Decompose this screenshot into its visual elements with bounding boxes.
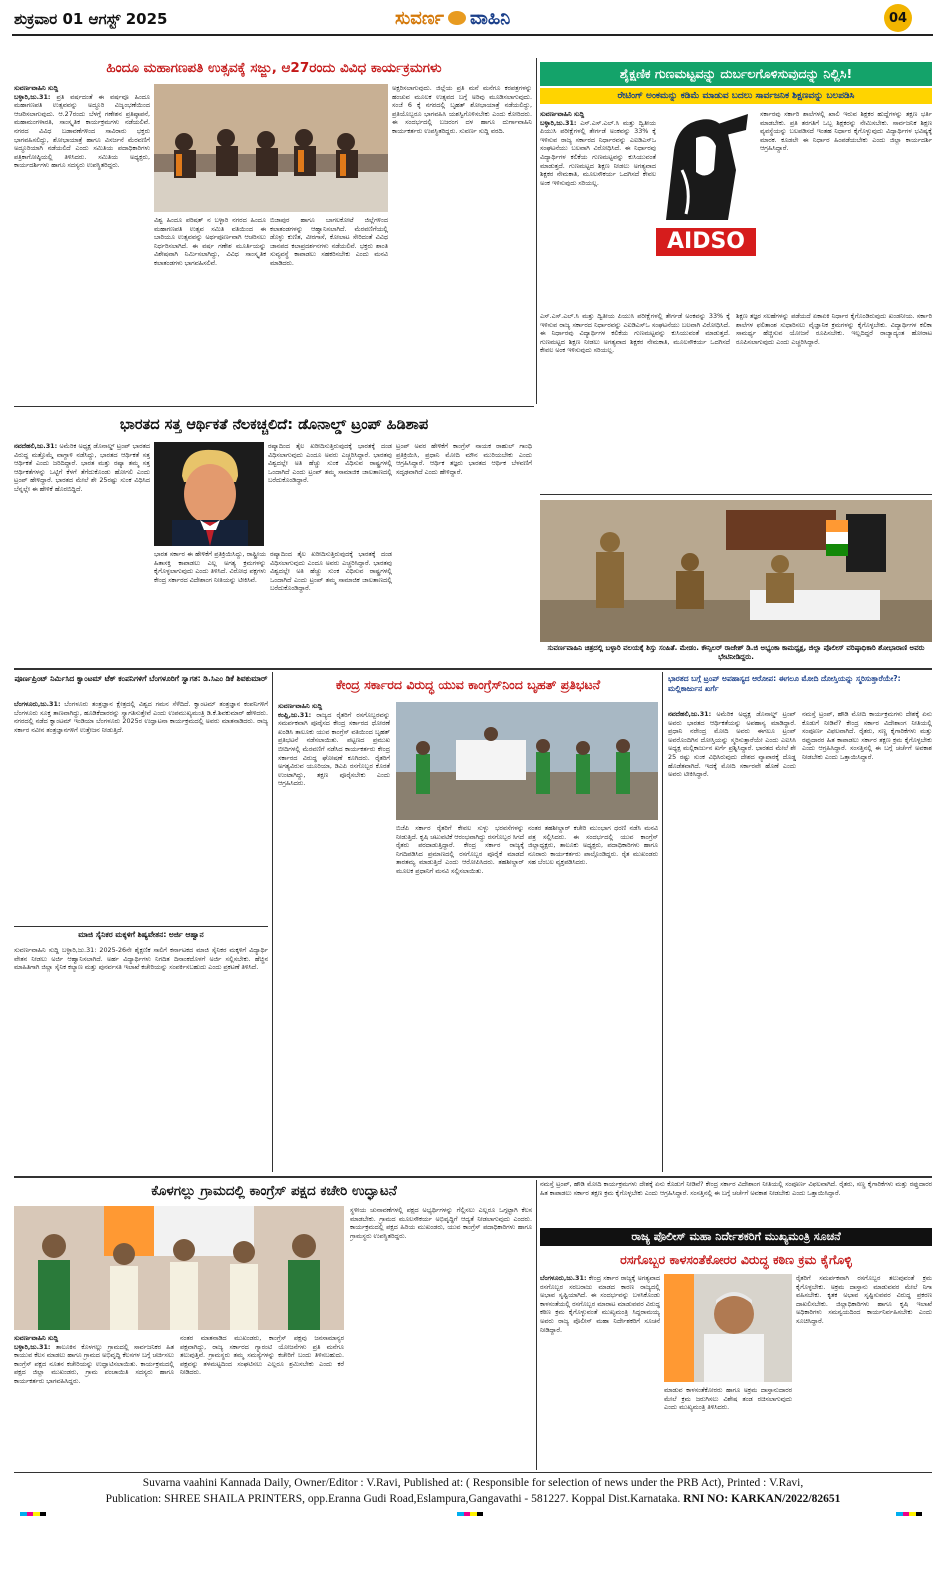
kharge-body: ಅಮೆರಿಕ ಅಧ್ಯಕ್ಷ ಡೊನಾಲ್ಡ್ ಟ್ರಂಪ್ ಅವರು ಭಾರತದ ಆರ್ಥಿಕತೆಯನ್ನು ಅಪಹಾಸ್ಯ ಮಾಡಿದ್ದಾರೆ. ಪ್ರಧಾನಿ ನರೇಂದ್ರ ಮೋದಿ ಅವರು ಈಗಲೂ ಟ್ರಂಪ್ ಅವರೊಂದಿಗಿನ ದೋಸ್ತಿಯನ್ನು ಸ್ಮರಿಸುತ್ತಾರೆಯೇ ಎಂದು ಎಐಸಿಸಿ ಅಧ್ಯಕ್ಷ ಮಲ್ಲಿಕಾರ್ಜುನ ಖರ್ಗೆ ಪ್ರಶ್ನಿಸಿದ್ದಾರೆ. ಭಾರತದ ಮೇಲೆ ಶೇ 25 ರಷ್ಟು ಸುಂಕ ವಿಧಿಸಿರುವುದು ದೇಶದ ವ್ಯಾಪಾರಕ್ಕೆ ದೊಡ್ಡ ಹೊಡೆತವಾಗಿದೆ. ಇದಕ್ಕೆ ಮೋದಿ ಸರ್ಕಾರವೇ ಹೊಣೆ ಎಂದು ಅವರು ಟೀಕಿಸಿದ್ದಾರೆ. <box>668 710 796 779</box>
column-rule <box>536 58 537 404</box>
quantum-story <box>14 700 268 922</box>
scholarship-story: ಸುವರ್ಣವಾಹಿನಿ ಸುದ್ದಿ ಬಳ್ಳಾರಿ,ಜು.31: 2025-26ನೇ ಶೈಕ್ಷಣಿಕ ಸಾಲಿಗೆ ಕರ್ನಾಟಕದ ಮಾಜಿ ಸೈನಿಕರ ಮಕ್ಕಳಿಗೆ ವಿದ್ಯಾರ್ಥಿ ವೇತನ ನೀಡಲು ಅರ್ಜಿ ಆಹ್ವಾನಿಸಲಾಗಿದೆ. ಅರ್ಹ ವಿದ್ಯಾರ್ಥಿಗಳು ನಿಗದಿತ ದಿನಾಂಕದೊಳಗೆ ಅರ್ಜಿ ಸಲ್ಲಿಸಬೇಕು. ಹೆಚ್ಚಿನ ಮಾಹಿತಿಗಾಗಿ ಜಿಲ್ಲಾ ಸೈನಿಕ ಕಲ್ಯಾಣ ಮತ್ತು ಪುನರ್ವಸತಿ ಇಲಾಖೆ ಕಚೇರಿಯನ್ನು ಸಂಪರ್ಕಿಸಬಹುದು ಎಂದು ಪ್ರಕಟಣೆ ತಿಳಿಸಿದೆ. <box>14 946 268 972</box>
cm-fertiliser-kicker: ರಾಜ್ಯ ಪೊಲೀಸ್ ಮಹಾ ನಿರ್ದೇಶಕರಿಗೆ ಮುಖ್ಯಮಂತ್ರಿ ಸೂಚನೆ <box>540 1228 932 1246</box>
aidso-story-col2: ಸರ್ಕಾರವು ಸರ್ಕಾರಿ ಶಾಲೆಗಳಲ್ಲಿ ಖಾಲಿ ಇರುವ ಶಿಕ್ಷಕರ ಹುದ್ದೆಗಳನ್ನು ತಕ್ಷಣ ಭರ್ತಿ ಮಾಡಬೇಕು. ಪ್ರತಿ ತರಗತಿಗೆ ಒಬ್ಬ ಶಿಕ್ಷಕರನ್ನು ನೇಮಿಸಬೇಕು. ಸಾರ್ವಜನಿಕ ಶಿಕ್ಷಣ ವ್ಯವಸ್ಥೆಯನ್ನು ಬಲಪಡಿಸದೆ ಇಂತಹ ನಿರ್ಧಾರ ಕೈಗೊಳ್ಳುವುದು ವಿದ್ಯಾರ್ಥಿಗಳ ಭವಿಷ್ಯಕ್ಕೆ ಮಾರಕ. ಕೂಡಲೇ ಈ ನಿರ್ಧಾರ ಹಿಂಪಡೆಯಬೇಕು ಎಂದು ಜಿಲ್ಲಾ ಕಾರ್ಯದರ್ಶಿ ಆಗ್ರಹಿಸಿದ್ದಾರೆ. <box>760 110 932 153</box>
trump-portrait-photo <box>154 442 264 546</box>
section-rule <box>540 494 932 495</box>
police-office-photo <box>540 500 932 642</box>
ganapati-press-meet-photo <box>154 84 388 212</box>
imprint-line2 <box>14 1492 932 1508</box>
section-rule <box>14 1176 932 1178</box>
masthead-name-part2: ವಾಹಿನಿ <box>469 7 511 29</box>
ganapati-story-col2: ವಿಶ್ವ ಹಿಂದೂ ಪರಿಷತ್ ನ ಬಳ್ಳಾರಿ ನಗರದ ಹಿಂದೂ ಮಹಾಗಣಪತಿ ಉತ್ಸವ ಸಮಿತಿ ವತಿಯಿಂದ ಈ ಬಾರಿಯೂ ಉತ್ಸವವನ್ನು ಅರ್ಥಪೂರ್ಣವಾಗಿ ಆಚರಿಸಲು ನಿರ್ಧರಿಸಲಾಗಿದೆ. ಈ ವರ್ಷ ಗಣೇಶ ಮೂರ್ತಿಯನ್ನು ವಿಶೇಷವಾಗಿ ನಿರ್ಮಿಸಲಾಗಿದ್ದು, ವಿವಿಧ ಸಾಂಸ್ಕೃತಿಕ ಕಲಾತಂಡಗಳು ಭಾಗವಹಿಸಲಿವೆ. <box>154 216 266 267</box>
cm-fertiliser-body: ಕೇಂದ್ರ ಸರ್ಕಾರ ರಾಜ್ಯಕ್ಕೆ ಅಗತ್ಯವಾದ ರಸಗೊಬ್ಬರ ಸರಬರಾಜು ಮಾಡದ ಕಾರಣ ರಾಜ್ಯದಲ್ಲಿ ಅಭಾವ ಸೃಷ್ಟಿಯಾಗಿದೆ. ಈ ಸಂದರ್ಭವನ್ನು ಬಳಸಿಕೊಂಡು ಕಾಳಸಂತೆಯಲ್ಲಿ ರಸಗೊಬ್ಬರ ಮಾರಾಟ ಮಾಡುವವರ ವಿರುದ್ಧ ಕಠಿಣ ಕ್ರಮ ಕೈಗೊಳ್ಳುವಂತೆ ಮುಖ್ಯಮಂತ್ರಿ ಸಿದ್ದರಾಮಯ್ಯ ಅವರು ರಾಜ್ಯ ಪೊಲೀಸ್ ಮಹಾ ನಿರ್ದೇಶಕರಿಗೆ ಸೂಚನೆ ನೀಡಿದ್ದಾರೆ. <box>540 1274 660 1334</box>
kharge-dateline: ನವದೆಹಲಿ,ಜು.31: <box>668 710 712 718</box>
siddaramaiah-photo <box>664 1274 792 1382</box>
masthead-logo <box>395 4 510 32</box>
imprint-address: Publication: SHREE SHAILA PRINTERS, opp.Eranna Gudi Road,Eslampura,Gangavathi - 581227. Koppal Dist.Karnataka. <box>105 1493 681 1505</box>
ganapati-headline: ಹಿಂದೂ ಮಹಾಗಣಪತಿ ಉತ್ಸವಕ್ಕೆ ಸಜ್ಜು, ಆ27ರಂದು ವಿವಿಧ ಕಾರ್ಯಕ್ರಮಗಳು <box>106 60 442 76</box>
kolagallu-headline: ಕೊಳಗಲ್ಲು ಗ್ರಾಮದಲ್ಲಿ ಕಾಂಗ್ರೆಸ್ ಪಕ್ಷದ ಕಚೇರಿ ಉದ್ಘಾಟನೆ <box>151 1183 397 1199</box>
trump-story-col5: ಟ್ರಂಪ್ ಅವರ ಹೇಳಿಕೆಗೆ ಕಾಂಗ್ರೆಸ್ ನಾಯಕ ರಾಹುಲ್ ಗಾಂಧಿ ಪ್ರತಿಕ್ರಿಯಿಸಿ, ಪ್ರಧಾನಿ ಮೋದಿ ಮೌನ ಮುರಿಯಬೇಕು ಎಂದು ಆಗ್ರಹಿಸಿದ್ದಾರೆ. ಆರ್ಥಿಕ ತಜ್ಞರು ಭಾರತದ ಆರ್ಥಿಕ ಬೆಳವಣಿಗೆ ಸದೃಢವಾಗಿದೆ ಎಂದು ಹೇಳಿದ್ದಾರೆ. <box>396 442 532 476</box>
police-photo-caption: ಸುವರ್ಣವಾಹಿನಿ ಚಿತ್ರದಲ್ಲಿ ಬಳ್ಳಾರಿ ವಲಯಕ್ಕೆ ಶಿಸ್ತು ಸಂಹಿತೆ. ಮೇಡಂ. ಕೌನ್ಸಿಲರ್ ರಾಜೇಶ್ ಡಿ.ಜಿ ಅಭ್ಯಂಕಾ ಕಾಮಧ್ಯಕ್ಷ, ಜಿಲ್ಲಾ ಪೊಲೀಸ್ ವರಿಷ್ಠಾಧಿಕಾರಿ ಶೋಭಾರಾಣಿ ಅವರು ಭೇಟಿನೀಡಿದ್ದರು. <box>547 644 925 661</box>
protest-byline: ಸುವರ್ಣವಾಹಿನಿ ಸುದ್ದಿ <box>278 702 323 710</box>
cm-fertiliser-story-col2: ಮಾಡುವ ಕಾಳಸಂತೆಕೋರರು ಹಾಗೂ ಅಕ್ರಮ ದಾಸ್ತಾನುದಾರರ ಮೇಲೆ ಕ್ರಮ ಜರುಗಿಸಲು ವಿಶೇಷ ತಂಡ ರಚಿಸಲಾಗುವುದು ಎಂದು ಮುಖ್ಯಮಂತ್ರಿ ತಿಳಿಸಿದರು. <box>664 1386 792 1412</box>
cm-fertiliser-dateline: ಬೆಂಗಳೂರು,ಜು.31: <box>540 1274 587 1282</box>
trump-story-col2: ರಷ್ಯಾದಿಂದ ತೈಲ ಖರೀದಿಸುತ್ತಿರುವುದಕ್ಕೆ ಭಾರತಕ್ಕೆ ದಂಡ ವಿಧಿಸಲಾಗುವುದು ಎಂದೂ ಅವರು ಎಚ್ಚರಿಸಿದ್ದಾರೆ. ಭಾರತವು ವಿಶ್ವದಲ್ಲೇ ಅತಿ ಹೆಚ್ಚು ಸುಂಕ ವಿಧಿಸುವ ರಾಷ್ಟ್ರಗಳಲ್ಲಿ ಒಂದಾಗಿದೆ ಎಂದು ಟ್ರಂಪ್ ತಮ್ಮ ಸಾಮಾಜಿಕ ಜಾಲತಾಣದಲ್ಲಿ ಬರೆದುಕೊಂಡಿದ್ದಾರೆ. <box>268 442 392 485</box>
aidso-headline: ಶೈಕ್ಷಣಿಕ ಗುಣಮಟ್ಟವನ್ನು ದುರ್ಬಲಗೊಳಿಸುವುದನ್ನು ನಿಲ್ಲಿಸಿ! <box>540 62 932 86</box>
protest-story-col2: ಬಿಜೆಪಿ ಸರ್ಕಾರ ರೈತರಿಗೆ ಕೇವಲ ಸುಳ್ಳು ಭರವಸೆಗಳನ್ನು ನೀಡುತ್ತಿದೆ. ಕೃಷಿ ಚಟುವಟಿಕೆ ಆರಂಭವಾಗಿದ್ದು ರಸಗೊಬ್ಬರ ಸಿಗದೆ ರೈತರು ಪರದಾಡುತ್ತಿದ್ದಾರೆ. ಕೇಂದ್ರ ಸರ್ಕಾರ ರಾಜ್ಯಕ್ಕೆ ನಿಗದಿಪಡಿಸಿದ ಪ್ರಮಾಣದಲ್ಲಿ ರಸಗೊಬ್ಬರ ಪೂರೈಕೆ ಮಾಡದೆ ತಾರತಮ್ಯ ಮಾಡುತ್ತಿದೆ ಎಂದು ಆರೋಪಿಸಿದರು. ತಹಶೀಲ್ದಾರ್ ಮೂಲಕ ಪ್ರಧಾನಿಗೆ ಮನವಿ ಸಲ್ಲಿಸಲಾಯಿತು. <box>396 824 524 875</box>
page-number: 04 <box>884 4 912 32</box>
aidso-byline: ಸುವರ್ಣವಾಹಿನಿ ಸುದ್ದಿ <box>540 110 585 118</box>
protest-story-col3: ನಂತರ ತಹಶೀಲ್ದಾರ್ ಕಚೇರಿ ಮುಂಭಾಗ ಧರಣಿ ನಡೆಸಿ ಮನವಿ ಪತ್ರ ಸಲ್ಲಿಸಿದರು. ಈ ಸಂದರ್ಭದಲ್ಲಿ ಯುವ ಕಾಂಗ್ರೆಸ್ ಜಿಲ್ಲಾಧ್ಯಕ್ಷರು, ತಾಲೂಕು ಅಧ್ಯಕ್ಷರು, ಪದಾಧಿಕಾರಿಗಳು ಹಾಗೂ ನೂರಾರು ಕಾರ್ಯಕರ್ತರು ಪಾಲ್ಗೊಂಡಿದ್ದರು. ರೈತ ಮುಖಂಡರು ಸಹ ಬೆಂಬಲ ವ್ಯಕ್ತಪಡಿಸಿದರು. <box>528 824 658 867</box>
trump-story-col3: ಭಾರತ ಸರ್ಕಾರ ಈ ಹೇಳಿಕೆಗೆ ಪ್ರತಿಕ್ರಿಯಿಸಿದ್ದು, ರಾಷ್ಟ್ರೀಯ ಹಿತಾಸಕ್ತಿ ಕಾಪಾಡಲು ಎಲ್ಲ ಅಗತ್ಯ ಕ್ರಮಗಳನ್ನು ಕೈಗೊಳ್ಳಲಾಗುವುದು ಎಂದು ತಿಳಿಸಿದೆ. ವಿರೋಧ ಪಕ್ಷಗಳು ಕೇಂದ್ರ ಸರ್ಕಾರದ ವಿದೇಶಾಂಗ ನೀತಿಯನ್ನು ಟೀಕಿಸಿವೆ. <box>154 550 266 584</box>
ganapati-body: ಪ್ರತಿ ವರ್ಷದಂತೆ ಈ ವರ್ಷವೂ ಹಿಂದೂ ಮಹಾಗಣಪತಿ ಉತ್ಸವವನ್ನು ಅದ್ಧೂರಿ ವಿಜೃಂಭಣೆಯಿಂದ ಆಚರಿಸಲಾಗುವುದು. ಆ.27ರಂದು ಬೆಳಗ್ಗೆ ಗಣೇಶನ ಪ್ರತಿಷ್ಠಾಪನೆ, ಮಹಾಮಂಗಳಾರತಿ, ಸಾಂಸ್ಕೃತಿಕ ಕಾರ್ಯಕ್ರಮಗಳು ನಡೆಯಲಿವೆ. ನಗರದ ವಿವಿಧ ಬಡಾವಣೆಗಳಿಂದ ಸಾವಿರಾರು ಭಕ್ತರು ಭಾಗವಹಿಸಲಿದ್ದು, ಶೋಭಾಯಾತ್ರೆ ಹಾಗೂ ವಿಸರ್ಜನೆ ಮೆರವಣಿಗೆ ಅದ್ಧೂರಿಯಾಗಿ ನಡೆಯಲಿದೆ ಎಂದು ಸಮಿತಿಯ ಪದಾಧಿಕಾರಿಗಳು ಪತ್ರಿಕಾಗೋಷ್ಠಿಯಲ್ಲಿ ತಿಳಿಸಿದರು. ಸಮಿತಿಯ ಅಧ್ಯಕ್ಷರು, ಕಾರ್ಯದರ್ಶಿಗಳು ಹಾಗೂ ಸದಸ್ಯರು ಉಪಸ್ಥಿತರಿದ್ದರು. <box>14 92 150 170</box>
section-rule <box>14 406 534 407</box>
kolagallu-byline: ಸುವರ್ಣವಾಹಿನಿ ಸುದ್ದಿ <box>14 1334 59 1342</box>
masthead-emblem-icon <box>448 11 466 25</box>
section-rule <box>14 926 268 927</box>
kolagallu-body: ತಾಲೂಕಿನ ಕೊಳಗಲ್ಲು ಗ್ರಾಮದಲ್ಲಿ ಸಾರ್ವಜನಿಕರ ಹಿತ ಕಾಯುವ ಕೆಲಸ ಮಾಡಲು ಹಾಗೂ ಗ್ರಾಮದ ಅಭಿವೃದ್ಧಿ ಕೆಲಸಗಳ ಬಗ್ಗೆ ಚರ್ಚಿಸಲು ಕಾಂಗ್ರೆಸ್ ಪಕ್ಷದ ನೂತನ ಕಚೇರಿಯನ್ನು ಉದ್ಘಾಟಿಸಲಾಯಿತು. ಕಾರ್ಯಕ್ರಮದಲ್ಲಿ ಪಕ್ಷದ ಜಿಲ್ಲಾ ಮುಖಂಡರು, ಗ್ರಾಮ ಪಂಚಾಯಿತಿ ಸದಸ್ಯರು ಹಾಗೂ ಕಾರ್ಯಕರ್ತರು ಭಾಗವಹಿಸಿದ್ದರು. <box>14 1342 174 1385</box>
aidso-story-col1 <box>540 110 656 308</box>
aidso-story-col3: ಎಸ್.ಎಸ್.ಎಲ್.ಸಿ ಮತ್ತು ದ್ವಿತೀಯ ಪಿಯುಸಿ ಪರೀಕ್ಷೆಗಳಲ್ಲಿ ತೇರ್ಗಡೆ ಅಂಕವನ್ನು 33% ಕ್ಕೆ ಇಳಿಸುವ ರಾಜ್ಯ ಸರ್ಕಾರದ ನಿರ್ಧಾರವನ್ನು ಎಐಡಿಎಸ್ಒ ಸಂಘಟನೆಯು ಬಲವಾಗಿ ವಿರೋಧಿಸಿದೆ. ಈ ನಿರ್ಧಾರವು ವಿದ್ಯಾರ್ಥಿಗಳ ಕಲಿಕೆಯ ಗುಣಮಟ್ಟವನ್ನು ಕುಸಿಯುವಂತೆ ಮಾಡುತ್ತದೆ. ಗುಣಮಟ್ಟದ ಶಿಕ್ಷಣ ನೀಡಲು ಅಗತ್ಯವಾದ ಶಿಕ್ಷಕರ ನೇಮಕಾತಿ, ಮೂಲಸೌಕರ್ಯ ಒದಗಿಸದೆ ಕೇವಲ ಅಂಕ ಇಳಿಸುವುದು ಸರಿಯಲ್ಲ. <box>540 312 730 355</box>
color-registration-marks-center <box>457 1512 483 1516</box>
aidso-logo-text: AIDSO <box>656 228 756 256</box>
trump-dateline: ನವದೆಹಲಿ,ಜು.31: <box>14 442 58 450</box>
ganapati-story-col1 <box>14 84 150 402</box>
protest-story-col1 <box>278 702 390 1172</box>
ganapati-dateline: ಬಳ್ಳಾರಿ,ಜು.31: <box>14 92 51 101</box>
quantum-dateline: ಬೆಂಗಳೂರು,ಜು.31: <box>14 700 61 708</box>
protest-dateline: ಕಂಪ್ಲಿ,ಜು.31: <box>278 710 312 719</box>
kharge-story-col1 <box>668 710 796 1172</box>
kolagallu-inauguration-photo <box>14 1206 344 1330</box>
scholarship-headline: ಮಾಜಿ ಸೈನಿಕರ ಮಕ್ಕಳಿಗೆ ಶಿಷ್ಯವೇತನ: ಅರ್ಜಿ ಆಹ್ವಾನ <box>78 930 204 939</box>
kolagallu-story-col1 <box>14 1334 174 1468</box>
protest-photo <box>396 702 658 820</box>
aidso-story-col4: ಶಿಕ್ಷಣ ತಜ್ಞರ ಸಲಹೆಗಳನ್ನು ಪಡೆಯದೆ ಏಕಾಏಕಿ ನಿರ್ಧಾರ ಕೈಗೊಂಡಿರುವುದು ಖಂಡನೀಯ. ಸರ್ಕಾರಿ ಶಾಲೆಗಳ ಫಲಿತಾಂಶ ಸುಧಾರಿಸಲು ವೈಜ್ಞಾನಿಕ ಕ್ರಮಗಳನ್ನು ಕೈಗೊಳ್ಳಬೇಕು. ವಿದ್ಯಾರ್ಥಿಗಳ ಕಲಿಕಾ ಸಾಮರ್ಥ್ಯ ಹೆಚ್ಚಿಸುವ ಯೋಜನೆ ರೂಪಿಸಬೇಕು. ಇಲ್ಲದಿದ್ದರೆ ರಾಜ್ಯಾದ್ಯಂತ ಹೋರಾಟ ರೂಪಿಸಲಾಗುವುದು ಎಂದು ಎಚ್ಚರಿಸಿದ್ದಾರೆ. <box>736 312 932 346</box>
ganapati-story-col3: ಬಿಜಾಪುರ ಹಾಗೂ ಬಾಗಲಕೋಟೆ ಜಿಲ್ಲೆಗಳಿಂದ ಕಲಾತಂಡಗಳನ್ನು ಆಹ್ವಾನಿಸಲಾಗಿದೆ. ಮೆರವಣಿಗೆಯಲ್ಲಿ ಡೊಳ್ಳು ಕುಣಿತ, ವೀರಗಾಸೆ, ಕೋಲಾಟ ಸೇರಿದಂತೆ ವಿವಿಧ ಜಾನಪದ ಕಲಾಪ್ರದರ್ಶನಗಳು ನಡೆಯಲಿವೆ. ಭಕ್ತರು ಶಾಂತಿ ಸುವ್ಯವಸ್ಥೆ ಕಾಪಾಡಲು ಸಹಕರಿಸಬೇಕು ಎಂದು ಮನವಿ ಮಾಡಿದರು. <box>270 216 388 267</box>
cm-fertiliser-story-col3: ರೈತರಿಗೆ ಸಮರ್ಪಕವಾಗಿ ರಸಗೊಬ್ಬರ ತಲುಪುವಂತೆ ಕ್ರಮ ಕೈಗೊಳ್ಳಬೇಕು. ಅಕ್ರಮ ದಾಸ್ತಾನು ಮಾಡುವವರ ಮೇಲೆ ನಿಗಾ ವಹಿಸಬೇಕು. ಕೃತಕ ಅಭಾವ ಸೃಷ್ಟಿಸುವವರ ವಿರುದ್ಧ ಪ್ರಕರಣ ದಾಖಲಿಸಬೇಕು. ಜಿಲ್ಲಾಧಿಕಾರಿಗಳು ಹಾಗೂ ಕೃಷಿ ಇಲಾಖೆ ಅಧಿಕಾರಿಗಳು ಸಮನ್ವಯದಿಂದ ಕಾರ್ಯನಿರ್ವಹಿಸಬೇಕು ಎಂದು ಸೂಚಿಸಿದ್ದಾರೆ. <box>796 1274 932 1325</box>
aidso-body: ಎಸ್.ಎಸ್.ಎಲ್.ಸಿ ಮತ್ತು ದ್ವಿತೀಯ ಪಿಯುಸಿ ಪರೀಕ್ಷೆಗಳಲ್ಲಿ ತೇರ್ಗಡೆ ಅಂಕವನ್ನು 33% ಕ್ಕೆ ಇಳಿಸುವ ರಾಜ್ಯ ಸರ್ಕಾರದ ನಿರ್ಧಾರವನ್ನು ಎಐಡಿಎಸ್ಒ ಸಂಘಟನೆಯು ಬಲವಾಗಿ ವಿರೋಧಿಸಿದೆ. ಈ ನಿರ್ಧಾರವು ವಿದ್ಯಾರ್ಥಿಗಳ ಕಲಿಕೆಯ ಗುಣಮಟ್ಟವನ್ನು ಕುಸಿಯುವಂತೆ ಮಾಡುತ್ತದೆ. ಗುಣಮಟ್ಟದ ಶಿಕ್ಷಣ ನೀಡಲು ಅಗತ್ಯವಾದ ಶಿಕ್ಷಕರ ನೇಮಕಾತಿ, ಮೂಲಸೌಕರ್ಯ ಒದಗಿಸದೆ ಕೇವಲ ಅಂಕ ಇಳಿಸುವುದು ಸರಿಯಲ್ಲ. <box>540 118 656 187</box>
kolagallu-dateline: ಬಳ್ಳಾರಿ,ಜು.31: <box>14 1342 51 1351</box>
footer-rule <box>14 1472 932 1473</box>
masthead-name-part1: ಸುವರ್ಣ <box>395 7 444 29</box>
kharge-headline: ಭಾರತದ ಬಗ್ಗೆ ಟ್ರಂಪ್ ಅಪಹಾಸ್ಯದ ಆರೋಪ: ಈಗಲೂ ಮೋದಿ ದೋಸ್ತಿಯನ್ನು ಸ್ಮರಿಸುತ್ತಾರೆಯೇ?: ಮಲ್ಲಿಕಾರ್ಜುನ ಖರ್ಗೆ <box>668 674 901 693</box>
aidso-subheadline: ರೇಟಿಂಗ್ ಅಂಕಮನ್ನು ಕಡಿಮೆ ಮಾಡುವ ಬದಲು ಸಾರ್ವಜನಿಕ ಶಿಕ್ಷಣವನ್ನು ಬಲಪಡಿಸಿ <box>540 88 932 104</box>
imprint-line1: Suvarna vaahini Kannada Daily, Owner/Editor : V.Ravi, Published at: ( Responsible for selection of news under the PRB Act), Printed : V.Ravi, <box>142 1477 804 1489</box>
cm-fertiliser-story-col1 <box>540 1274 660 1468</box>
protest-headline: ಕೇಂದ್ರ ಸರ್ಕಾರದ ವಿರುದ್ಧ ಯುವ ಕಾಂಗ್ರೆಸ್‌ನಿಂದ ಬೃಹತ್ ಪ್ರತಿಭಟನೆ <box>335 677 601 692</box>
protest-body: ರಾಜ್ಯದ ರೈತರಿಗೆ ರಸಗೊಬ್ಬರವನ್ನು ಸಮರ್ಪಕವಾಗಿ ಪೂರೈಸದ ಕೇಂದ್ರ ಸರ್ಕಾರದ ಧೋರಣೆ ಖಂಡಿಸಿ ತಾಲೂಕು ಯುವ ಕಾಂಗ್ರೆಸ್ ವತಿಯಿಂದ ಬೃಹತ್ ಪ್ರತಿಭಟನೆ ನಡೆಸಲಾಯಿತು. ಪಟ್ಟಣದ ಪ್ರಮುಖ ಬೀದಿಗಳಲ್ಲಿ ಮೆರವಣಿಗೆ ನಡೆಸಿದ ಕಾರ್ಯಕರ್ತರು ಕೇಂದ್ರ ಸರ್ಕಾರದ ವಿರುದ್ಧ ಘೋಷಣೆ ಕೂಗಿದರು. ರೈತರಿಗೆ ಅಗತ್ಯವಿರುವ ಯೂರಿಯಾ, ಡಿಎಪಿ ರಸಗೊಬ್ಬರ ಕೊರತೆ ಉಂಟಾಗಿದ್ದು, ತಕ್ಷಣ ಪೂರೈಸಬೇಕು ಎಂದು ಆಗ್ರಹಿಸಿದರು. <box>278 710 390 788</box>
aidso-dateline: ಬಳ್ಳಾರಿ,ಜು.31: <box>540 118 577 127</box>
column-rule <box>272 672 273 1172</box>
kolagallu-story-col3: ಸ್ಥಳೀಯ ಚುನಾವಣೆಗಳಲ್ಲಿ ಪಕ್ಷದ ಅಭ್ಯರ್ಥಿಗಳನ್ನು ಗೆಲ್ಲಿಸಲು ಎಲ್ಲರೂ ಒಗ್ಗಟ್ಟಾಗಿ ಕೆಲಸ ಮಾಡಬೇಕು. ಗ್ರಾಮದ ಮೂಲಸೌಕರ್ಯ ಅಭಿವೃದ್ಧಿಗೆ ಆದ್ಯತೆ ನೀಡಲಾಗುವುದು ಎಂದರು. ಕಾರ್ಯಕ್ರಮದಲ್ಲಿ ಪಕ್ಷದ ಹಿರಿಯ ಮುಖಂಡರು, ಯುವ ಕಾಂಗ್ರೆಸ್ ಪದಾಧಿಕಾರಿಗಳು ಹಾಗೂ ಗ್ರಾಮಸ್ಥರು ಉಪಸ್ಥಿತರಿದ್ದರು. <box>350 1206 532 1240</box>
quantum-headline: ಪೂರ್ಣಪ್ರಿಂಟ್ ನಿರ್ಮಿಸಿದ ಕ್ವಾಂಟಮ್ ಟೆಕ್ ಕಂಪನಿಗಳಿಗೆ ಬೆಂಗಳೂರಿಗೆ ಸ್ವಾಗತ: ಡಿ.ಸಿಎಂ ಡಿಕೆ ಶಿವಕುಮಾರ್ <box>14 674 268 683</box>
trump-body: ಅಮೆರಿಕ ಅಧ್ಯಕ್ಷ ಡೊನಾಲ್ಡ್ ಟ್ರಂಪ್ ಭಾರತದ ವಿರುದ್ಧ ಮತ್ತೊಮ್ಮೆ ವಾಗ್ದಾಳಿ ನಡೆಸಿದ್ದು, ಭಾರತದ ಆರ್ಥಿಕತೆ ಸತ್ತ ಆರ್ಥಿಕತೆ ಎಂದು ಜರಿದಿದ್ದಾರೆ. ಭಾರತ ಮತ್ತು ರಷ್ಯಾ ತಮ್ಮ ಸತ್ತ ಆರ್ಥಿಕತೆಗಳನ್ನು ಒಟ್ಟಿಗೆ ಕೆಳಗೆ ತೆಗೆದುಕೊಂಡು ಹೋಗಲಿ ಎಂದು ಟ್ರಂಪ್ ಹೇಳಿದ್ದಾರೆ. ಭಾರತದ ಮೇಲೆ ಶೇ 25ರಷ್ಟು ಸುಂಕ ವಿಧಿಸಿದ ಬೆನ್ನಲ್ಲೇ ಈ ಹೇಳಿಕೆ ಹೊರಬಿದ್ದಿದೆ. <box>14 442 150 493</box>
ganapati-story-col4: ಅಕ್ಷರಿಸಲಾಗುವುದು. ಜಿಲ್ಲೆಯ ಪ್ರತಿ ಮನೆ ಮನೆಗೂ ಕರಪತ್ರಗಳನ್ನು ಹಂಚುವ ಮೂಲಕ ಉತ್ಸವದ ಬಗ್ಗೆ ಅರಿವು ಮೂಡಿಸಲಾಗುವುದು. ಸಂಜೆ 6 ಕ್ಕೆ ನಗರದಲ್ಲಿ ಬೃಹತ್ ಶೋಭಾಯಾತ್ರೆ ನಡೆಯಲಿದ್ದು, ಪ್ರತಿಯೊಬ್ಬರೂ ಭಾಗವಹಿಸಿ ಯಶಸ್ವಿಗೊಳಿಸಬೇಕು ಎಂದು ಕೋರಿದರು. ಈ ಸಂದರ್ಭದಲ್ಲಿ ಬಜರಂಗ ದಳ ಹಾಗೂ ದುರ್ಗಾವಾಹಿನಿ ಕಾರ್ಯಕರ್ತರು ಉಪಸ್ಥಿತರಿದ್ದರು. ಸುವರ್ಣ ಸುದ್ದಿ ವರದಿ. <box>392 84 532 135</box>
aidso-logo <box>656 110 756 258</box>
kharge-story-col2: ನಮಸ್ತೆ ಟ್ರಂಪ್, ಹೌಡಿ ಮೋದಿ ಕಾರ್ಯಕ್ರಮಗಳು ದೇಶಕ್ಕೆ ಏನು ಕೊಡುಗೆ ನೀಡಿವೆ? ಕೇಂದ್ರ ಸರ್ಕಾರ ವಿದೇಶಾಂಗ ನೀತಿಯಲ್ಲಿ ಸಂಪೂರ್ಣ ವಿಫಲವಾಗಿದೆ. ರೈತರು, ಸಣ್ಣ ಕೈಗಾರಿಕೆಗಳು ಮತ್ತು ರಫ್ತುದಾರರ ಹಿತ ಕಾಪಾಡಲು ಸರ್ಕಾರ ತಕ್ಷಣ ಕ್ರಮ ಕೈಗೊಳ್ಳಬೇಕು ಎಂದು ಆಗ್ರಹಿಸಿದ್ದಾರೆ. ಸಂಸತ್ತಿನಲ್ಲಿ ಈ ಬಗ್ಗೆ ಚರ್ಚೆಗೆ ಅವಕಾಶ ನೀಡಬೇಕು ಎಂದು ಒತ್ತಾಯಿಸಿದ್ದಾರೆ. <box>802 710 932 761</box>
ganapati-byline: ಸುವರ್ಣವಾಹಿನಿ ಸುದ್ದಿ <box>14 84 59 92</box>
issue-date: ಶುಕ್ರವಾರ 01 ಆಗಸ್ಟ್ 2025 <box>14 10 168 28</box>
header-rule <box>12 34 933 36</box>
rni-number: RNI NO: KARKAN/2022/82651 <box>683 1493 841 1505</box>
trump-story-col4: ರಷ್ಯಾದಿಂದ ತೈಲ ಖರೀದಿಸುತ್ತಿರುವುದಕ್ಕೆ ಭಾರತಕ್ಕೆ ದಂಡ ವಿಧಿಸಲಾಗುವುದು ಎಂದೂ ಅವರು ಎಚ್ಚರಿಸಿದ್ದಾರೆ. ಭಾರತವು ವಿಶ್ವದಲ್ಲೇ ಅತಿ ಹೆಚ್ಚು ಸುಂಕ ವಿಧಿಸುವ ರಾಷ್ಟ್ರಗಳಲ್ಲಿ ಒಂದಾಗಿದೆ ಎಂದು ಟ್ರಂಪ್ ತಮ್ಮ ಸಾಮಾಜಿಕ ಜಾಲತಾಣದಲ್ಲಿ ಬರೆದುಕೊಂಡಿದ್ದಾರೆ. <box>270 550 392 593</box>
color-registration-marks-left <box>20 1512 46 1516</box>
column-rule <box>662 672 663 1172</box>
kharge-story-continued: ನಮಸ್ತೆ ಟ್ರಂಪ್, ಹೌಡಿ ಮೋದಿ ಕಾರ್ಯಕ್ರಮಗಳು ದೇಶಕ್ಕೆ ಏನು ಕೊಡುಗೆ ನೀಡಿವೆ? ಕೇಂದ್ರ ಸರ್ಕಾರ ವಿದೇಶಾಂಗ ನೀತಿಯಲ್ಲಿ ಸಂಪೂರ್ಣ ವಿಫಲವಾಗಿದೆ. ರೈತರು, ಸಣ್ಣ ಕೈಗಾರಿಕೆಗಳು ಮತ್ತು ರಫ್ತುದಾರರ ಹಿತ ಕಾಪಾಡಲು ಸರ್ಕಾರ ತಕ್ಷಣ ಕ್ರಮ ಕೈಗೊಳ್ಳಬೇಕು ಎಂದು ಆಗ್ರಹಿಸಿದ್ದಾರೆ. ಸಂಸತ್ತಿನಲ್ಲಿ ಈ ಬಗ್ಗೆ ಚರ್ಚೆಗೆ ಅವಕಾಶ ನೀಡಬೇಕು ಎಂದು ಒತ್ತಾಯಿಸಿದ್ದಾರೆ. <box>540 1180 932 1197</box>
trump-story-col1 <box>14 442 150 662</box>
section-rule <box>14 668 932 670</box>
column-rule <box>536 1180 537 1470</box>
quantum-body: ಬೆಂಗಳೂರು ತಂತ್ರಜ್ಞಾನ ಕ್ಷೇತ್ರದಲ್ಲಿ ವಿಶ್ವದ ಗಮನ ಸೆಳೆದಿದೆ. ಕ್ವಾಂಟಮ್ ತಂತ್ರಜ್ಞಾನ ಕಂಪನಿಗಳಿಗೆ ಬೆಂಗಳೂರು ಸೂಕ್ತ ತಾಣವಾಗಿದ್ದು, ಹೂಡಿಕೆದಾರರನ್ನು ಸ್ವಾಗತಿಸುತ್ತೇವೆ ಎಂದು ಉಪಮುಖ್ಯಮಂತ್ರಿ ಡಿ.ಕೆ.ಶಿವಕುಮಾರ್ ಹೇಳಿದರು. ನಗರದಲ್ಲಿ ನಡೆದ ಕ್ವಾಂಟಮ್ ಇಂಡಿಯಾ ಬೆಂಗಳೂರು 2025ರ ಉದ್ಘಾಟನಾ ಕಾರ್ಯಕ್ರಮದಲ್ಲಿ ಅವರು ಮಾತನಾಡಿದರು. ರಾಜ್ಯ ಸರ್ಕಾರ ನವೀನ ತಂತ್ರಜ್ಞಾನಗಳಿಗೆ ಉತ್ತೇಜನ ನೀಡುತ್ತಿದೆ. <box>14 700 268 734</box>
cm-fertiliser-headline: ರಸಗೊಬ್ಬರ ಕಾಳಸಂತೆಕೋರರ ವಿರುದ್ಧ ಕಠಿಣ ಕ್ರಮ ಕೈಗೊಳ್ಳಿ <box>620 1252 852 1267</box>
trump-headline: ಭಾರತದ ಸತ್ತ ಆರ್ಥಿಕತೆ ನೆಲಕಚ್ಚಲಿದೆ: ಡೊನಾಲ್ಡ್ ಟ್ರಂಪ್ ಹಿಡಿಶಾಪ <box>119 417 429 433</box>
color-registration-marks-right <box>896 1512 922 1516</box>
kolagallu-story-col2: ನಂತರ ಮಾತನಾಡಿದ ಮುಖಂಡರು, ಕಾಂಗ್ರೆಸ್ ಪಕ್ಷವು ಜನಸಾಮಾನ್ಯರ ಪಕ್ಷವಾಗಿದ್ದು, ರಾಜ್ಯ ಸರ್ಕಾರದ ಗ್ಯಾರಂಟಿ ಯೋಜನೆಗಳು ಪ್ರತಿ ಮನೆಗೂ ತಲುಪುತ್ತಿವೆ. ಗ್ರಾಮಸ್ಥರು ತಮ್ಮ ಸಮಸ್ಯೆಗಳನ್ನು ಕಚೇರಿಗೆ ಬಂದು ತಿಳಿಸಬಹುದು. ಪಕ್ಷವನ್ನು ತಳಮಟ್ಟದಿಂದ ಸಂಘಟಿಸಲು ಎಲ್ಲರೂ ಶ್ರಮಿಸಬೇಕು ಎಂದು ಕರೆ ನೀಡಿದರು. <box>180 1334 344 1377</box>
